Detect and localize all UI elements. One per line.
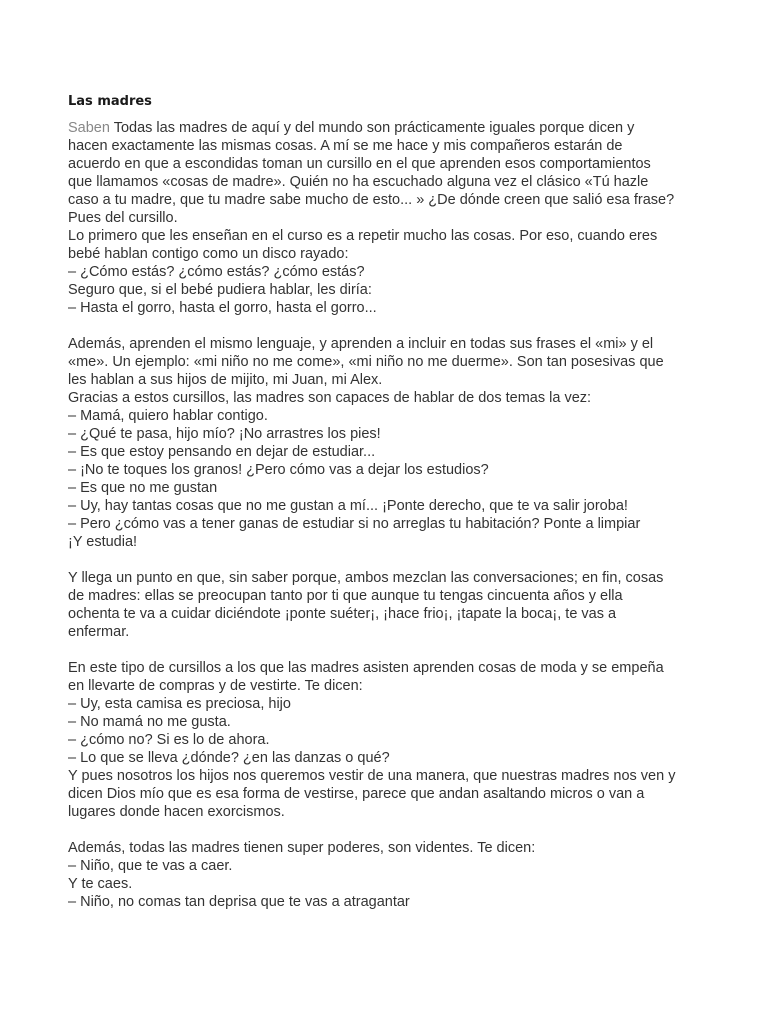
text-line: – Niño, que te vas a caer.: [68, 858, 233, 874]
text-line: – Mamá, quiero hablar contigo.: [68, 408, 268, 424]
text-line: Además, todas las madres tienen super poderes, son videntes. Te dicen:: [68, 840, 536, 856]
text-line: – Uy, esta camisa es preciosa, hijo: [68, 696, 291, 712]
document-body: [68, 119, 708, 911]
text-line: bebé hablan contigo como un disco rayado:: [68, 246, 349, 262]
text-line: que llamamos «cosas de madre». Quién no ha escuchado alguna vez el clásico «Tú hazle: [68, 174, 649, 190]
text-line: lugares donde hacen exorcismos.: [68, 804, 285, 820]
text-line: – Lo que se lleva ¿dónde? ¿en las danzas o qué?: [68, 750, 390, 766]
text-line: acuerdo en que a escondidas toman un cursillo en el que aprenden esos comportamientos: [68, 156, 651, 172]
text-line: enfermar.: [68, 624, 130, 640]
text-line: – Es que estoy pensando en dejar de estudiar...: [68, 444, 376, 460]
blank-line: [68, 317, 708, 335]
text-line: Pues del cursillo.: [68, 210, 178, 226]
text-line: – ¡No te toques los granos! ¿Pero cómo vas a dejar los estudios?: [68, 462, 489, 478]
text-line: Y llega un punto en que, sin saber porque, ambos mezclan las conversaciones; en fin, cosas: [68, 570, 664, 586]
text-line: hacen exactamente las mismas cosas. A mí se me hace y mis compañeros estarán de: [68, 138, 623, 154]
text-line: ochenta te va a cuidar diciéndote ¡ponte suéter¡, ¡hace frio¡, ¡tapate la boca¡, te vas a: [68, 606, 617, 622]
lead-word: Saben: [68, 120, 110, 136]
blank-line: [68, 551, 708, 569]
blank-line: [68, 821, 708, 839]
text-line: Y pues nosotros los hijos nos queremos vestir de una manera, que nuestras madres nos ven y: [68, 768, 676, 784]
text-line: Lo primero que les enseñan en el curso es a repetir mucho las cosas. Por eso, cuando eres: [68, 228, 658, 244]
text-line: «me». Un ejemplo: «mi niño no me come», «mi niño no me duerme». Son tan posesivas que: [68, 354, 664, 370]
text-line: Seguro que, si el bebé pudiera hablar, les diría:: [68, 282, 372, 298]
text-line: – ¿cómo no? Si es lo de ahora.: [68, 732, 270, 748]
text-line: – Niño, no comas tan deprisa que te vas a atragantar: [68, 894, 410, 910]
text-line: de madres: ellas se preocupan tanto por ti que aunque tu tengas cincuenta años y ella: [68, 588, 623, 604]
text-line: – Hasta el gorro, hasta el gorro, hasta el gorro...: [68, 300, 377, 316]
text-line: – ¿Cómo estás? ¿cómo estás? ¿cómo estás?: [68, 264, 365, 280]
text-line: Además, aprenden el mismo lenguaje, y aprenden a incluir en todas sus frases el «mi» y el: [68, 336, 654, 352]
text-span: Todas las madres de aquí y del mundo son prácticamente iguales porque dicen y: [109, 120, 635, 136]
text-line: – ¿Qué te pasa, hijo mío? ¡No arrastres los pies!: [68, 426, 381, 442]
document-page: [68, 93, 708, 911]
text-line: – Uy, hay tantas cosas que no me gustan a mí... ¡Ponte derecho, que te va salir joroba!: [68, 498, 628, 514]
text-line: En este tipo de cursillos a los que las madres asisten aprenden cosas de moda y se empeña: [68, 660, 664, 676]
text-line: [68, 119, 708, 137]
text-line: – Pero ¿cómo vas a tener ganas de estudiar si no arreglas tu habitación? Ponte a limpiar: [68, 516, 641, 532]
text-line: ¡Y estudia!: [68, 534, 138, 550]
text-line: – Es que no me gustan: [68, 480, 218, 496]
text-line: Y te caes.: [68, 876, 133, 892]
text-line: – No mamá no me gusta.: [68, 714, 231, 730]
text-line: les hablan a sus hijos de mijito, mi Juan, mi Alex.: [68, 372, 383, 388]
text-line: caso a tu madre, que tu madre sabe mucho de esto... » ¿De dónde creen que salió esa frase?: [68, 192, 675, 208]
text-line: Gracias a estos cursillos, las madres son capaces de hablar de dos temas la vez:: [68, 390, 592, 406]
document-title: Las madres: [68, 94, 152, 109]
text-line: en llevarte de compras y de vestirte. Te dicen:: [68, 678, 363, 694]
blank-line: [68, 641, 708, 659]
text-line: dicen Dios mío que es esa forma de vestirse, parece que andan asaltando micros o van a: [68, 786, 645, 802]
